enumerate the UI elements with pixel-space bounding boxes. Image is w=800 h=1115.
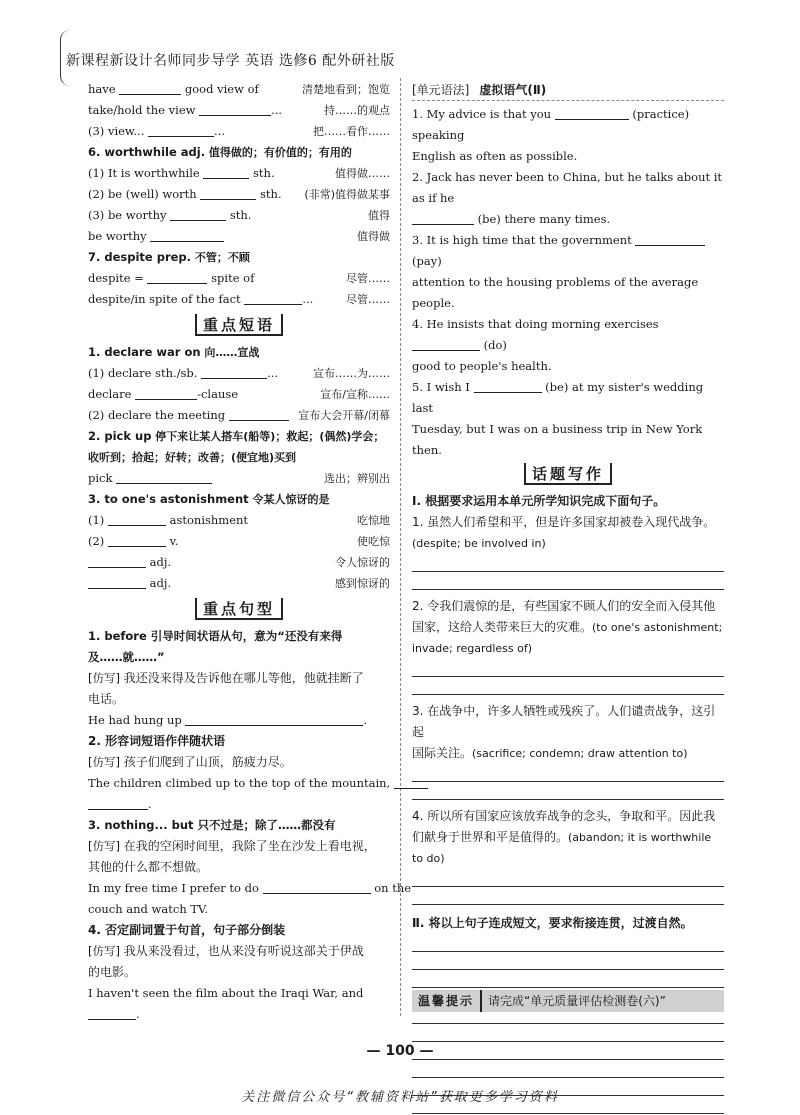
blank[interactable] [412,212,474,225]
sentence-1-imitation: [仿写] 我还没来得及告诉他在哪儿等他，他就挂断了 电话。 [88,671,364,706]
vocab-row: (3) view... ... 把……看作…… [88,124,390,138]
writing-line[interactable] [412,572,724,590]
sentence-item-4: 4. 否定副词置于句首，句子部分倒装 [88,923,286,937]
writing-line[interactable] [412,554,724,572]
sentence-2-imitation: [仿写] 孩子们爬到了山顶，筋疲力尽。 [88,755,292,769]
blank[interactable] [170,208,226,221]
sentence-4-imitation: [仿写] 我从来没看过，也从来没有听说这部关于伊战 的电影。 [88,944,364,979]
writing-line[interactable] [412,659,724,677]
blank[interactable] [108,513,166,526]
vocab-row: take/hold the view ... 持……的观点 [88,103,390,117]
blank[interactable] [148,124,214,137]
writing-line[interactable] [412,782,724,800]
blank[interactable] [88,576,146,589]
essay-line[interactable] [412,1060,724,1078]
essay-line[interactable] [412,970,724,988]
blank[interactable] [147,271,207,284]
page-number: — 100 — [366,1043,434,1059]
grammar-item: 3. It is high time that the government (pay) attention to the housing problems of the average people. [412,230,724,314]
answer-blank[interactable] [88,797,148,810]
column-divider [400,78,401,1016]
vocab-row: have good view of 清楚地看到；饱览 [88,82,390,96]
sentence-item-1: 1. before 引导时间状语从句，意为“还没有来得 及……就……” [88,629,343,664]
vocab-row: (2) be (well) worth sth. (非常)值得做某事 [88,187,390,201]
right-column [412,79,724,1115]
sentence-2-answer: The children climbed up to the top of the mountain, [88,773,390,794]
sentence-1-answer: He had hung up . [88,713,368,727]
phrase-row: adj. 令人惊讶的 [88,552,390,573]
blank[interactable] [200,187,256,200]
essay-line[interactable] [412,1024,724,1042]
vocab-row: (3) be worthy sth. 值得 [88,208,390,222]
writing-line[interactable] [412,677,724,695]
vocab-item-7: 7. despite prep. 不管；不顾 [88,250,250,264]
answer-blank[interactable] [263,881,371,894]
phrase-row: (1) astonishment 吃惊地 [88,513,390,527]
writing-line[interactable] [412,869,724,887]
left-column [88,79,412,1025]
section-title-writing: 话题写作 [412,463,724,489]
sentence-3-answer-cont: couch and watch TV. [88,902,208,916]
blank[interactable] [116,471,212,484]
blank[interactable] [474,380,542,393]
blank[interactable] [203,166,249,179]
page-header: 新课程新设计名师同步导学 英语 选修6 配外研社版 [66,53,395,69]
grammar-item: 2. Jack has never been to China, but he talks about it as if he (be) there many times. [412,170,723,226]
phrase-row: adj. 感到惊讶的 [88,573,390,594]
grammar-item: 4. He insists that doing morning exercises (do) good to people's health. [412,317,659,373]
phrase-item-2: 2. pick up 停下来让某人搭车(船等)；救起；(偶然)学会； [88,429,385,443]
writing-item-4: 4. 所以所有国家应该放弃战争的念头，争取和平。因此我 们献身于世界和平是值得的。(abandon; it is worthwhile to do) [412,809,716,865]
grammar-header: [单元语法] 虚拟语气(Ⅱ) [412,79,724,101]
grammar-item: 5. I wish I (be) at my sister's wedding last Tuesday, but I was on a business trip in New York then. [412,380,704,457]
sentence-3-answer: In my free time I prefer to do on the [88,881,412,895]
sentence-2-answer-cont: . [88,794,390,815]
writing-line[interactable] [412,764,724,782]
writing-item-3: 3. 在战争中，许多人牺牲或残疾了。人们谴责战争，这引起 国际关注。(sacrifice; condemn; draw attention to) [412,704,716,760]
vocab-row: be worthy 值得做 [88,229,390,243]
blank[interactable] [244,292,302,305]
writing-line[interactable] [412,887,724,905]
blank[interactable] [119,82,181,95]
blank[interactable] [108,534,166,547]
blank[interactable] [555,107,629,120]
blank[interactable] [229,408,289,421]
sentence-3-imitation: [仿写] 在我的空闲时间里，我除了坐在沙发上看电视， 其他的什么都不想做。 [88,839,376,874]
blank[interactable] [88,555,146,568]
sentence-item-2: 2. 形容词短语作伴随状语 [88,734,226,748]
blank[interactable] [635,233,705,246]
essay-line[interactable] [412,934,724,952]
writing-part2-head: Ⅱ. 将以上句子连成短文，要求衔接连贯，过渡自然。 [412,916,693,930]
vocab-row: despite = spite of 尽管…… [88,271,390,285]
sentence-4-answer-cont: . [88,1004,390,1025]
phrase-row: (2) declare the meeting 宣布大会开幕/闭幕 [88,408,390,422]
blank[interactable] [199,103,271,116]
phrase-item-2-cont: 收听到；拾起；好转；改善；(便宜地)买到 [88,451,297,464]
phrase-item-3: 3. to one's astonishment 令某人惊讶的是 [88,492,330,506]
blank[interactable] [412,338,480,351]
section-title-sentences: 重点句型 [88,598,390,624]
phrase-row: (1) declare sth./sb. ... 宣布……为…… [88,366,390,380]
section-title-phrases: 重点短语 [88,314,390,340]
phrase-row: declare -clause 宣布/宣称…… [88,387,390,401]
phrase-row: pick 选出；辨别出 [88,471,390,485]
answer-blank[interactable] [88,1007,136,1020]
blank[interactable] [135,387,197,400]
answer-blank[interactable] [185,713,363,726]
phrase-item-1: 1. declare war on 向……宣战 [88,345,260,359]
blank[interactable] [150,229,224,242]
writing-item-2: 2. 令我们震惊的是，有些国家不顾人们的安全而入侵其他 国家，这给人类带来巨大的灾难。(to one's astonishment; invade; regardless of) [412,599,723,655]
sentence-4-answer: I haven't seen the film about the Iraqi War, and [88,986,364,1000]
writing-item-1: 1. 虽然人们希望和平，但是许多国家却被卷入现代战争。 (despite; be involved in) [412,515,716,550]
writing-part1-head: Ⅰ. 根据要求运用本单元所学知识完成下面句子。 [412,494,666,508]
blank[interactable] [201,366,267,379]
vocab-row: despite/in spite of the fact ... 尽管…… [88,292,390,306]
vocab-item-6: 6. worthwhile adj. 值得做的；有价值的；有用的 [88,145,352,159]
footer-note: 关注微信公众号“教辅资料站”获取更多学习资料 [241,1090,559,1105]
phrase-row: (2) v. 使吃惊 [88,534,390,548]
tip-bar: 温馨提示 请完成“单元质量评估检测卷(六)” [412,990,724,1012]
grammar-item: 1. My advice is that you (practice) speaking English as often as possible. [412,107,690,163]
vocab-row: (1) It is worthwhile sth. 值得做…… [88,166,390,180]
essay-line[interactable] [412,952,724,970]
sentence-item-3: 3. nothing... but 只不过是；除了……都没有 [88,818,336,832]
